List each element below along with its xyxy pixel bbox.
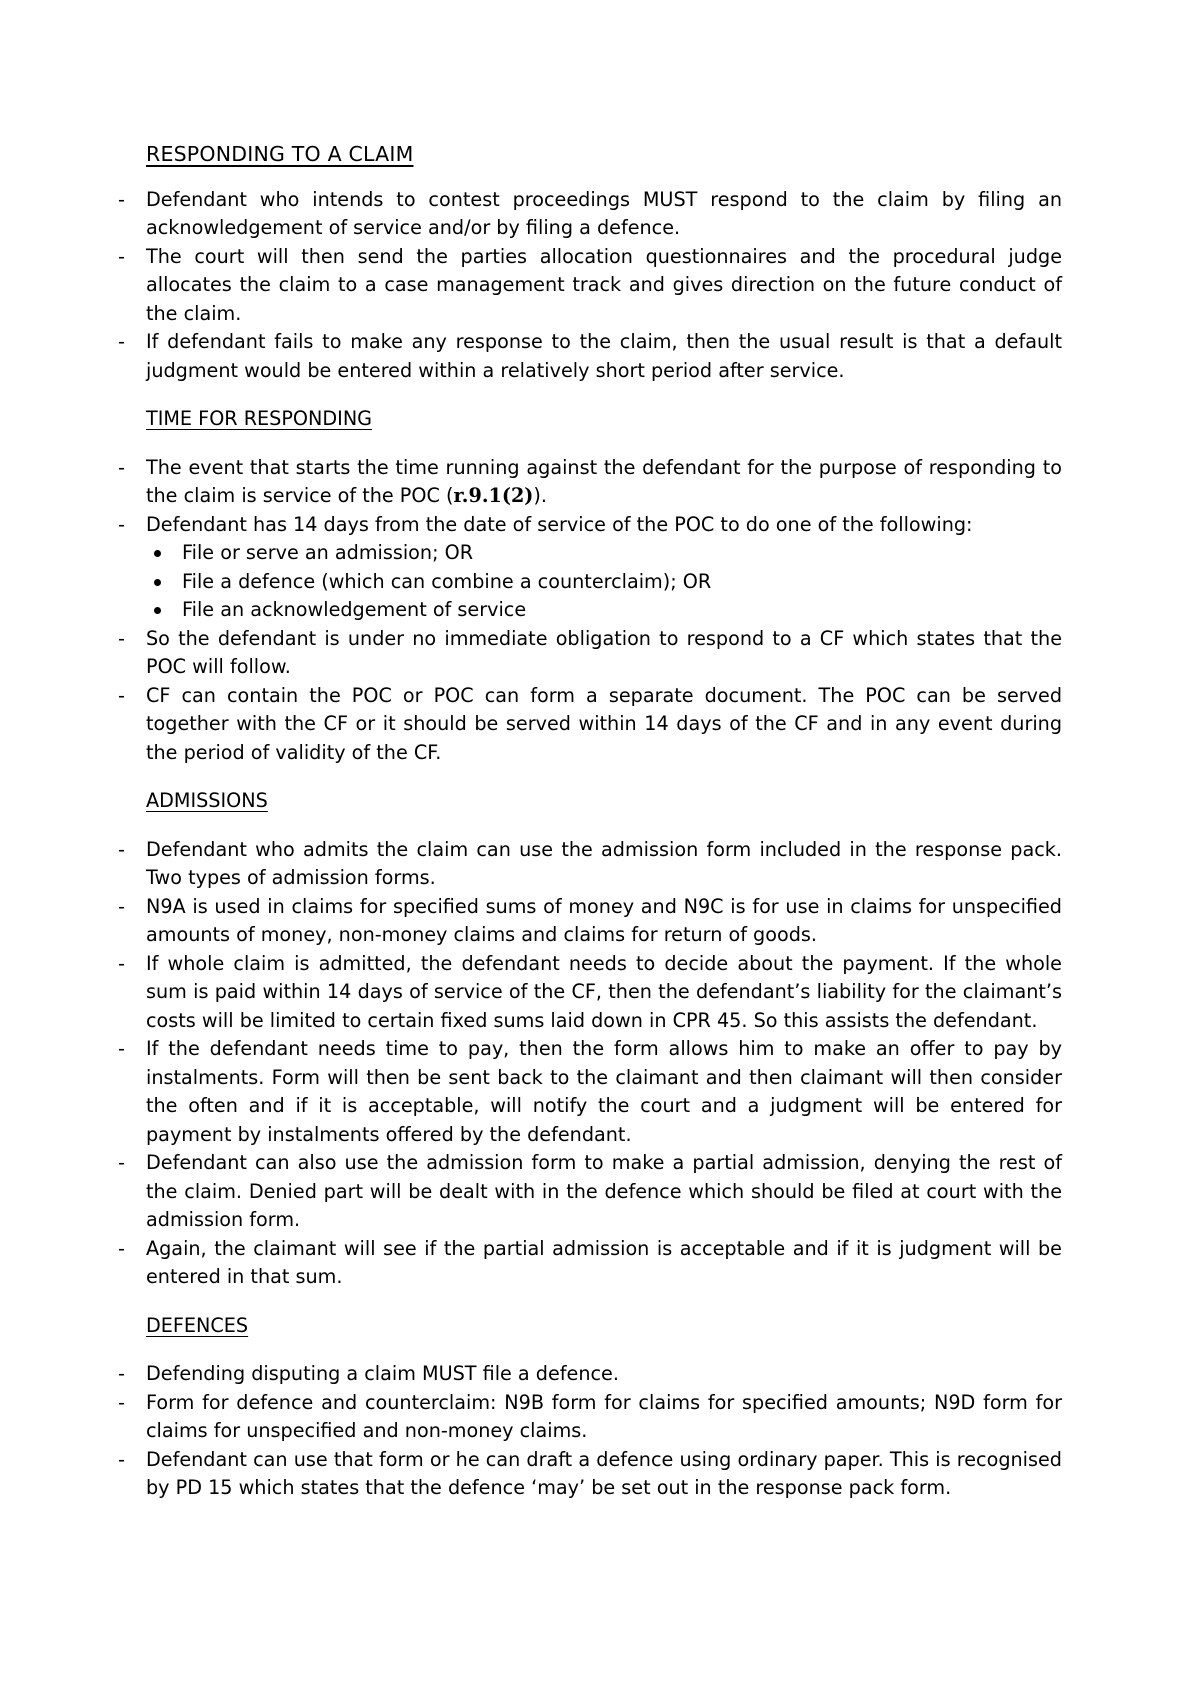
dash-marker: - [118, 455, 125, 479]
option-item: File a defence (which can combine a counterclaim); OR [146, 568, 1062, 597]
section-heading-time: TIME FOR RESPONDING [146, 407, 373, 430]
list-item: - Defendant who intends to contest proceedings MUST respond to the claim by filing an acknowledgement of service and/or by filing a defence. [118, 187, 1062, 239]
list-item: - Defending disputing a claim MUST file a defence. [146, 1360, 1062, 1389]
list-item: - Again, the claimant will see if the partial admission is acceptable and if it is judgment will be entered in that sum. [118, 1236, 1062, 1288]
dash-marker: - [118, 683, 125, 707]
list-item: - If whole claim is admitted, the defendant needs to decide about the payment. If the whole sum is paid within 14 days of service of the CF, then the defendant’s liability for the claimant’s costs will be limited to certain fixed sums laid down in CPR 45. So this assists the defendant. [118, 951, 1062, 1032]
option-item: File an acknowledgement of service [146, 596, 1062, 625]
dash-marker: - [118, 1037, 125, 1060]
list-item: - Form for defence and counterclaim: N9B form for claims for specified amounts; N9D form for claims for unspecified and non-money claims. [118, 1390, 1062, 1442]
bullet-icon [154, 579, 161, 586]
dash-marker: - [118, 1447, 125, 1471]
dash-marker: - [118, 1151, 125, 1174]
list-item: - Defendant who admits the claim can use the admission form included in the response pack. Two types of admission forms. [118, 837, 1062, 889]
dash-marker: - [118, 1390, 125, 1414]
bullet-icon [154, 550, 161, 557]
dash-marker: - [118, 187, 125, 211]
list-item: - CF can contain the POC or POC can form a separate document. The POC can be served together with the CF or it should be served within 14 days of the CF and in any event during the period of validity of the CF. [118, 683, 1062, 764]
dash-marker: - [118, 1236, 125, 1260]
list-item: - The event that starts the time running against the defendant for the purpose of responding to the claim is service of the POC (r.9.1(2)). [118, 455, 1062, 507]
admissions-list [118, 836, 1062, 1292]
dash-marker: - [118, 1362, 125, 1385]
intro-list [118, 186, 1062, 386]
dash-marker: - [118, 837, 125, 861]
dash-marker: - [118, 894, 125, 918]
dash-marker: - [118, 512, 125, 536]
section-heading-admissions: ADMISSIONS [146, 789, 268, 812]
response-options-list [146, 539, 1062, 625]
list-item: - The court will then send the parties allocation questionnaires and the procedural judge allocates the claim to a case management track and gives direction on the future conduct of the claim. [118, 244, 1062, 325]
list-item: - Defendant has 14 days from the date of service of the POC to do one of the following: File or serve an admission; OR File a defence (which can combine a counterclaim); OR File an acknowledgement of service [146, 511, 1062, 625]
document-title: RESPONDING TO A CLAIM [146, 142, 414, 166]
rule-reference: r.9.1(2) [453, 484, 534, 507]
section-heading-defences: DEFENCES [146, 1313, 249, 1337]
list-item: - So the defendant is under no immediate obligation to respond to a CF which states that the POC will follow. [118, 626, 1062, 678]
list-item: - N9A is used in claims for specified sums of money and N9C is for use in claims for unspecified amounts of money, non-money claims and claims for return of goods. [118, 894, 1062, 946]
dash-marker: - [118, 951, 125, 975]
list-item: - Defendant can also use the admission form to make a partial admission, denying the rest of the claim. Denied part will be dealt with in the defence which should be filed at court with the admission form. [118, 1151, 1062, 1231]
dash-marker: - [118, 330, 125, 353]
dash-marker: - [118, 626, 125, 650]
defences-list [118, 1360, 1062, 1503]
list-item: - If defendant fails to make any response to the claim, then the usual result is that a default judgment would be entered within a relatively short period after service. [118, 330, 1062, 382]
time-list [118, 454, 1062, 768]
option-item: File or serve an admission; OR [146, 539, 1062, 568]
document-page [118, 140, 1062, 1503]
bullet-icon [154, 607, 161, 614]
list-item: - If the defendant needs time to pay, then the form allows him to make an offer to pay by instalments. Form will then be sent back to the claimant and then claimant will then consider the often and if it is acceptable, will notify the court and a judgment will be entered for payment by instalments offered by the defendant. [118, 1037, 1062, 1146]
list-item: - Defendant can use that form or he can draft a defence using ordinary paper. This is recognised by PD 15 which states that the defence ‘may’ be set out in the response pack form. [118, 1447, 1062, 1499]
dash-marker: - [118, 244, 125, 268]
